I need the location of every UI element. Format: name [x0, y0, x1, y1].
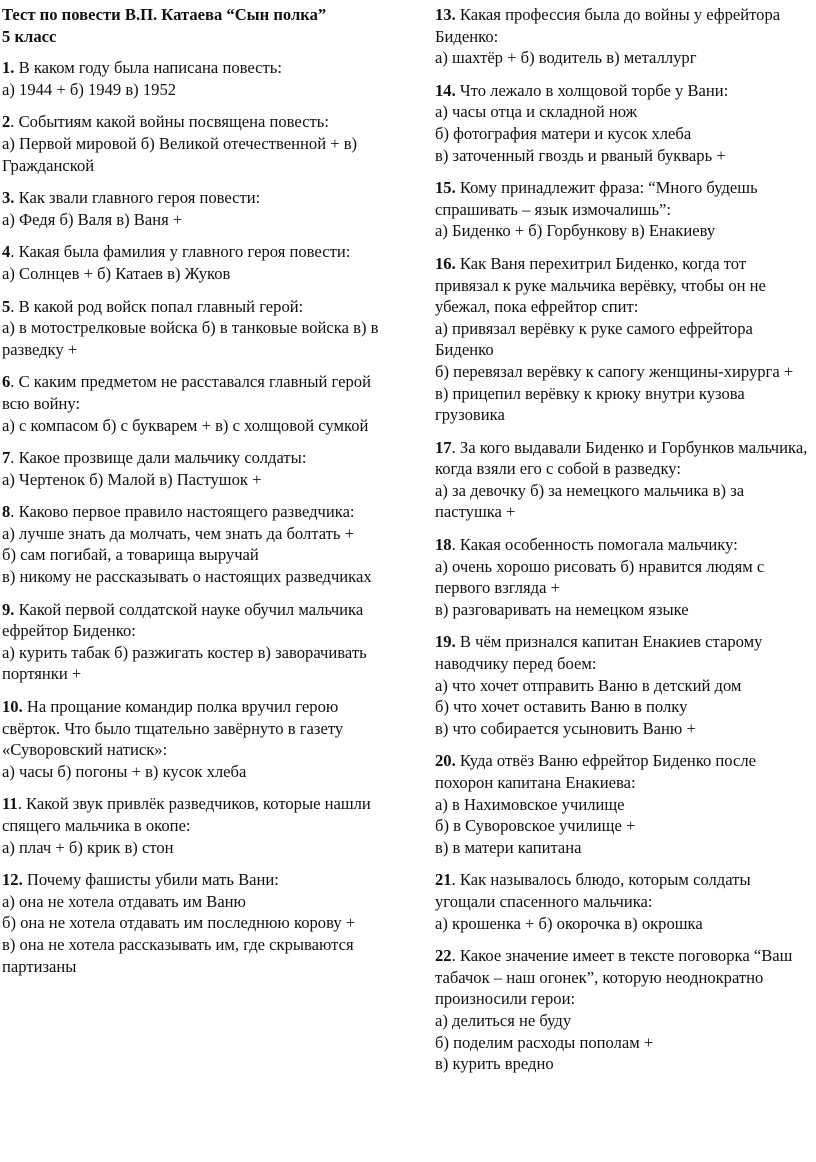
question-prompt: . Какое значение имеет в тексте поговорка “Ваш табачок – наш огонек”, которую неоднократно произносили герои:: [435, 946, 793, 1009]
answer-options: в) что собирается усыновить Ваню +: [435, 718, 696, 738]
answer-options: в) никому не рассказывать о настоящих разведчиках: [2, 567, 372, 587]
answer-options: а) она не хотела отдавать им Ваню: [2, 891, 246, 911]
question-text: [435, 631, 813, 674]
question-item: [435, 437, 813, 523]
question-item: [435, 869, 813, 934]
question-number: 14.: [435, 80, 456, 100]
answer-options: а) 1944 + б) 1949 в) 1952: [2, 79, 177, 99]
question-number: 15.: [435, 178, 456, 198]
question-text: [435, 945, 813, 1010]
question-item: [2, 501, 394, 587]
question-number: 12.: [2, 870, 23, 890]
question-text: [2, 371, 394, 414]
question-prompt: Как Ваня перехитрил Биденко, когда тот привязал к руке мальчика верёвку, чтобы он не убежал, пока ефрейтор спит:: [435, 253, 766, 317]
answer-options: а) лучше знать да молчать, чем знать да болтать +: [2, 523, 354, 543]
answer-options: а) курить табак б) разжигать костер в) заворачивать портянки +: [2, 642, 367, 684]
question-text: [435, 437, 813, 480]
answer-options: б) перевязал верёвку к сапогу женщины-хирурга +: [435, 361, 794, 381]
question-item: [2, 371, 394, 436]
answer-options: а) часы б) погоны + в) кусок хлеба: [2, 761, 247, 781]
question-prompt: . Какой звук привлёк разведчиков, которые нашли спящего мальчика в окопе:: [2, 794, 371, 835]
question-item: [435, 750, 813, 858]
question-item: [2, 241, 394, 284]
question-number: 4: [2, 242, 11, 262]
question-prompt: . Каково первое правило настоящего разведчика:: [10, 502, 355, 522]
answer-options: а) очень хорошо рисовать б) нравится людям с первого взгляда +: [435, 556, 765, 598]
question-number: 7: [2, 448, 11, 468]
title-line-2: 5 класс: [2, 26, 57, 46]
answer-options: в) курить вредно: [435, 1054, 554, 1074]
question-item: [2, 793, 394, 858]
question-number: 5: [2, 296, 11, 316]
question-item: [435, 253, 813, 426]
answer-options: а) привязал верёвку к руке самого ефрейтора Биденко: [435, 318, 753, 360]
question-number: 2: [2, 112, 11, 132]
answer-options: б) поделим расходы пополам +: [435, 1032, 654, 1052]
answer-options: а) плач + б) крик в) стон: [2, 837, 174, 857]
question-item: [2, 111, 394, 176]
question-prompt: В чём признался капитан Енакиев старому наводчику перед боем:: [435, 632, 763, 674]
answer-options: б) сам погибай, а товарища выручай: [2, 545, 259, 565]
question-item: [435, 534, 813, 620]
question-prompt: Какая профессия была до войны у ефрейтора Биденко:: [435, 5, 781, 46]
answer-options: а) шахтёр + б) водитель в) металлург: [435, 48, 697, 68]
question-number: 6: [2, 372, 11, 392]
question-text: [2, 111, 394, 133]
question-prompt: . Какая особенность помогала мальчику:: [451, 535, 738, 555]
question-text: [2, 447, 394, 469]
left-question-list: [2, 57, 394, 977]
question-number: 18: [435, 535, 452, 555]
question-text: [435, 534, 813, 556]
question-text: [2, 869, 394, 891]
question-item: [435, 631, 813, 739]
question-prompt: Как звали главного героя повести:: [14, 188, 261, 208]
question-text: [2, 696, 394, 761]
answer-options: б) в Суворовское училище +: [435, 816, 636, 836]
answer-options: а) в Нахимовское училище: [435, 794, 625, 814]
question-number: 16.: [435, 253, 456, 273]
question-item: [2, 696, 394, 782]
left-column: [2, 4, 394, 988]
question-item: [2, 599, 394, 685]
question-number: 19.: [435, 632, 456, 652]
question-text: [435, 253, 813, 318]
question-text: [435, 750, 813, 793]
answer-options: а) часы отца и складной нож: [435, 102, 638, 122]
document-title: [2, 4, 394, 47]
right-column: [435, 4, 813, 1086]
title-line-1: Тест по повести В.П. Катаева “Сын полка”: [2, 5, 327, 24]
question-item: [2, 187, 394, 230]
question-prompt: . Какое прозвище дали мальчику солдаты:: [10, 448, 307, 468]
question-prompt: . За кого выдавали Биденко и Горбунков мальчика, когда взяли его с собой в разведку:: [435, 437, 808, 479]
answer-options: а) крошенка + б) окорочка в) окрошка: [435, 913, 703, 933]
question-prompt: . В какой род войск попал главный герой:: [10, 296, 304, 316]
question-text: [435, 869, 813, 912]
question-number: 17: [435, 437, 452, 457]
answer-options: в) заточенный гвоздь и рваный букварь +: [435, 145, 726, 165]
answer-options: в) прицепил верёвку к крюку внутри кузова грузовика: [435, 383, 745, 425]
question-text: [2, 187, 394, 209]
question-item: [2, 296, 394, 361]
question-prompt: . Как называлось блюдо, которым солдаты угощали спасенного мальчика:: [435, 870, 751, 911]
answer-options: в) разговаривать на немецком языке: [435, 599, 689, 619]
question-text: [435, 4, 813, 47]
answer-options: а) что хочет отправить Ваню в детский дом: [435, 675, 742, 695]
question-number: 8: [2, 502, 11, 522]
question-item: [2, 447, 394, 490]
question-prompt: Что лежало в холщовой торбе у Вани:: [455, 80, 729, 100]
question-prompt: Почему фашисты убили мать Вани:: [22, 870, 279, 890]
question-item: [435, 177, 813, 242]
question-number: 13.: [435, 5, 456, 24]
answer-options: б) она не хотела отдавать им последнюю корову +: [2, 913, 356, 933]
question-text: [2, 501, 394, 523]
question-prompt: Кому принадлежит фраза: “Много будешь спрашивать – язык измочалишь”:: [435, 178, 758, 219]
question-number: 10.: [2, 697, 23, 717]
question-number: 9.: [2, 599, 15, 619]
question-text: [2, 241, 394, 263]
answer-options: а) Биденко + б) Горбункову в) Енакиеву: [435, 221, 716, 241]
right-question-list: [435, 4, 813, 1075]
question-text: [2, 57, 394, 79]
answer-options: а) делиться не буду: [435, 1010, 572, 1030]
question-prompt: . Какая была фамилия у главного героя повести:: [10, 242, 351, 262]
question-text: [435, 80, 813, 102]
question-number: 20.: [435, 751, 456, 771]
question-item: [435, 80, 813, 166]
answer-options: в) в матери капитана: [435, 837, 582, 857]
question-prompt: В каком году была написана повесть:: [14, 58, 282, 78]
answer-options: а) за девочку б) за немецкого мальчика в) за пастушка +: [435, 480, 745, 522]
question-prompt: . С каким предметом не расставался главный герой всю войну:: [2, 372, 371, 413]
question-prompt: Какой первой солдатской науке обучил мальчика ефрейтор Биденко:: [2, 599, 364, 641]
answer-options: в) она не хотела рассказывать им, где скрываются партизаны: [2, 934, 354, 976]
question-prompt: . Событиям какой войны посвящена повесть:: [10, 112, 329, 132]
answer-options: а) Солнцев + б) Катаев в) Жуков: [2, 263, 231, 283]
question-number: 21: [435, 870, 452, 890]
question-item: [2, 57, 394, 100]
question-text: [2, 599, 394, 642]
question-prompt: Куда отвёз Ваню ефрейтор Биденко после похорон капитана Енакиева:: [435, 751, 757, 792]
answer-options: а) с компасом б) с букварем + в) с холщовой сумкой: [2, 415, 369, 435]
question-item: [435, 4, 813, 69]
question-prompt: На прощание командир полка вручил герою свёрток. Что было тщательно завёрнуто в газету «Суворовский натиск»:: [2, 697, 344, 760]
question-text: [2, 793, 394, 836]
question-item: [2, 869, 394, 977]
answer-options: б) фотография матери и кусок хлеба: [435, 123, 692, 143]
answer-options: а) Первой мировой б) Великой отечественной + в) Гражданской: [2, 133, 358, 175]
answer-options: б) что хочет оставить Ваню в полку: [435, 697, 688, 717]
answer-options: а) Федя б) Валя в) Ваня +: [2, 209, 183, 229]
question-number: 11: [2, 794, 18, 814]
question-text: [2, 296, 394, 318]
question-item: [435, 945, 813, 1075]
question-number: 3.: [2, 188, 15, 208]
question-number: 22: [435, 946, 452, 966]
answer-options: а) в мотострелковые войска б) в танковые войска в) в разведку +: [2, 318, 379, 359]
answer-options: а) Чертенок б) Малой в) Пастушок +: [2, 469, 262, 489]
question-number: 1.: [2, 58, 15, 78]
question-text: [435, 177, 813, 220]
